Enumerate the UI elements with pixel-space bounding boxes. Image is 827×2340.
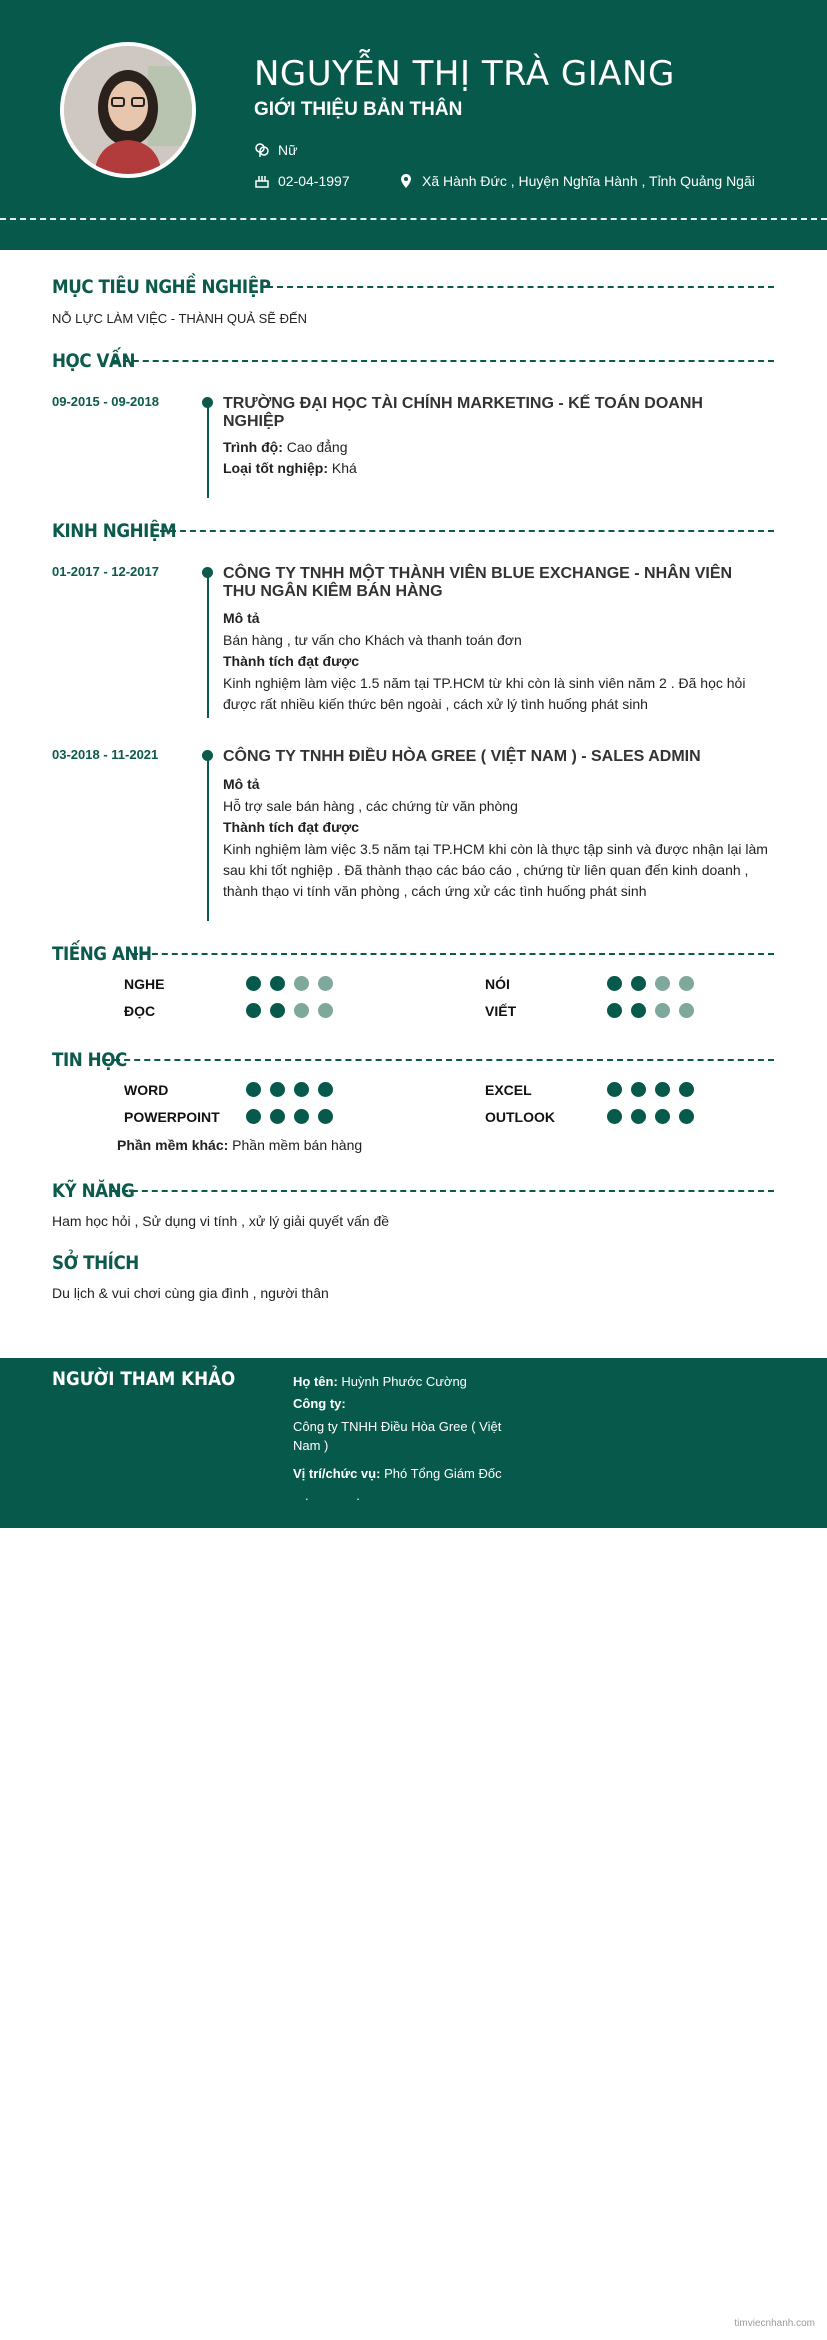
- skill-rating: [246, 1003, 342, 1018]
- field-value: Phó Tổng Giám Đốc: [384, 1466, 502, 1481]
- section-dashed-line: [132, 953, 774, 955]
- rating-dot-filled: [294, 1082, 309, 1097]
- watermark: timviecnhanh.com: [734, 2318, 815, 2329]
- skill-name: POWERPOINT: [124, 1109, 220, 1125]
- skill-rating: [607, 1082, 703, 1097]
- timeline-line: [207, 402, 209, 498]
- skill-name: WORD: [124, 1082, 169, 1098]
- skill-rating: [246, 1082, 342, 1097]
- field-label: Vị trí/chức vụ:: [293, 1466, 381, 1481]
- field-value: Phần mềm bán hàng: [232, 1137, 363, 1153]
- section-experience: [52, 520, 774, 542]
- job-date: 03-2018 - 11-2021: [52, 747, 159, 762]
- section-title: SỞ THÍCH: [52, 1252, 139, 1274]
- rating-dot-filled: [607, 976, 622, 991]
- section-it: [52, 1049, 774, 1071]
- section-english: [52, 943, 774, 965]
- section-dashed-line: [160, 530, 774, 532]
- job-title: CÔNG TY TNHH ĐIỀU HÒA GREE ( VIỆT NAM ) - SALES ADMIN: [223, 748, 701, 765]
- section-title: TIẾNG ANH: [52, 943, 152, 965]
- rating-dot-empty: [655, 976, 670, 991]
- rating-dot-filled: [679, 1109, 694, 1124]
- field-label: Phần mềm khác:: [117, 1137, 229, 1153]
- other-software: [117, 1135, 362, 1156]
- rating-dot-filled: [679, 1082, 694, 1097]
- section-skills: [52, 1180, 774, 1202]
- rating-dot-filled: [270, 1003, 285, 1018]
- birthday-value: 02-04-1997: [278, 173, 350, 189]
- reference-company: Công ty TNHH Điều Hòa Gree ( Việt Nam ): [293, 1419, 502, 1453]
- skill-name: OUTLOOK: [485, 1109, 555, 1125]
- hobbies-text: Du lịch & vui chơi cùng gia đình , người thân: [52, 1285, 329, 1301]
- job-desc: Hỗ trợ sale bán hàng , các chứng từ văn phòng: [223, 798, 518, 814]
- reference-position: [293, 1466, 502, 1481]
- education-school: TRƯỜNG ĐẠI HỌC TÀI CHÍNH MARKETING - KẾ TOÁN DOANH NGHIỆP: [223, 395, 703, 430]
- timeline-dot: [202, 397, 213, 408]
- rating-dot-filled: [270, 976, 285, 991]
- birthday-cake-icon: [254, 173, 270, 189]
- rating-dot-filled: [318, 1109, 333, 1124]
- skill-name: EXCEL: [485, 1082, 532, 1098]
- rating-dot-empty: [679, 1003, 694, 1018]
- skill-name: NGHE: [124, 976, 165, 992]
- rating-dot-empty: [318, 1003, 333, 1018]
- rating-dot-filled: [607, 1082, 622, 1097]
- rating-dot-filled: [246, 976, 261, 991]
- section-title: KỸ NĂNG: [52, 1180, 135, 1202]
- job-ach: Kinh nghiệm làm việc 1.5 năm tại TP.HCM từ khi còn là sinh viên năm 2 . Đã học hỏi được rất nhiều kiến thức bên ngoài , cách xử lý tình huống phát sinh: [223, 675, 746, 712]
- section-dashed-line: [104, 1059, 774, 1061]
- field-label: Loại tốt nghiệp:: [223, 460, 328, 476]
- field-value: Huỳnh Phước Cường: [341, 1374, 467, 1389]
- rating-dot-filled: [655, 1082, 670, 1097]
- timeline-line: [207, 572, 209, 718]
- profile-photo-icon: [64, 46, 192, 174]
- reference-company-label: Công ty:: [293, 1396, 346, 1411]
- header-subtitle: GIỚI THIỆU BẢN THÂN: [254, 99, 463, 120]
- job-title: CÔNG TY TNHH MỘT THÀNH VIÊN BLUE EXCHANGE - NHÂN VIÊN THU NGÂN KIÊM BÁN HÀNG: [223, 565, 733, 600]
- reference-contact: . .: [305, 1488, 382, 1503]
- job-ach-label: Thành tích đạt được: [223, 819, 359, 835]
- skill-name: ĐỌC: [124, 1003, 156, 1019]
- job-desc-label: Mô tả: [223, 776, 260, 792]
- gender-icon: [254, 142, 270, 158]
- job-desc-label: Mô tả: [223, 610, 260, 626]
- section-dashed-line: [267, 286, 774, 288]
- section-dashed-line: [112, 1190, 774, 1192]
- field-label: Họ tên:: [293, 1374, 338, 1389]
- skill-name: NÓI: [485, 976, 510, 992]
- job-desc: Bán hàng , tư vấn cho Khách và thanh toán đơn: [223, 632, 522, 648]
- rating-dot-filled: [631, 1109, 646, 1124]
- birthday-row: [254, 173, 350, 189]
- education-grade: [223, 458, 357, 479]
- rating-dot-filled: [270, 1109, 285, 1124]
- rating-dot-filled: [294, 1109, 309, 1124]
- job-ach-label: Thành tích đạt được: [223, 653, 359, 669]
- rating-dot-filled: [318, 1082, 333, 1097]
- rating-dot-empty: [294, 1003, 309, 1018]
- objective-text: NỖ LỰC LÀM VIỆC - THÀNH QUẢ SẼ ĐẾN: [52, 311, 308, 326]
- rating-dot-filled: [631, 1003, 646, 1018]
- timeline-dot: [202, 567, 213, 578]
- section-hobbies: [52, 1252, 774, 1274]
- timeline-line: [207, 755, 209, 921]
- rating-dot-filled: [246, 1003, 261, 1018]
- avatar: [60, 42, 196, 178]
- rating-dot-filled: [607, 1109, 622, 1124]
- header-dashed-divider: [0, 218, 827, 220]
- section-title: KINH NGHIỆM: [52, 520, 177, 542]
- field-value: Khá: [331, 460, 357, 476]
- reference-title: NGƯỜI THAM KHẢO: [52, 1368, 236, 1390]
- rating-dot-filled: [631, 1082, 646, 1097]
- skill-rating: [246, 976, 342, 991]
- rating-dot-empty: [679, 976, 694, 991]
- field-value: Cao đẳng: [286, 439, 348, 455]
- skill-rating: [607, 1003, 703, 1018]
- address-row: [398, 173, 755, 189]
- timeline-dot: [202, 750, 213, 761]
- job-ach: Kinh nghiệm làm việc 3.5 năm tại TP.HCM khi còn là thực tập sinh và được nhận lại làm sau khi tốt nghiệp . Đã thành thạo các báo cáo , chứng từ liên quan đến kinh doanh , thành thạo vi tính văn phòng , cách ứng xử các tình huống phát sinh: [223, 841, 768, 899]
- rating-dot-empty: [318, 976, 333, 991]
- section-education: [52, 350, 774, 372]
- gender-value: Nữ: [278, 142, 298, 158]
- reference-name: [293, 1374, 467, 1389]
- location-pin-icon: [398, 173, 414, 189]
- rating-dot-filled: [607, 1003, 622, 1018]
- gender-row: [254, 142, 297, 158]
- education-date: 09-2015 - 09-2018: [52, 394, 159, 409]
- section-dashed-line: [113, 360, 774, 362]
- section-title: HỌC VẤN: [52, 350, 136, 372]
- job-date: 01-2017 - 12-2017: [52, 564, 159, 579]
- education-level: [223, 437, 348, 458]
- rating-dot-filled: [270, 1082, 285, 1097]
- rating-dot-filled: [655, 1109, 670, 1124]
- rating-dot-empty: [294, 976, 309, 991]
- section-objective: [52, 276, 774, 298]
- rating-dot-filled: [246, 1109, 261, 1124]
- skill-name: VIẾT: [485, 1003, 517, 1019]
- candidate-name: NGUYỄN THỊ TRÀ GIANG: [254, 54, 675, 94]
- skill-rating: [607, 976, 703, 991]
- skills-text: Ham học hỏi , Sử dụng vi tính , xử lý giải quyết vấn đề: [52, 1213, 390, 1229]
- rating-dot-empty: [655, 1003, 670, 1018]
- rating-dot-filled: [631, 976, 646, 991]
- address-value: Xã Hành Đức , Huyện Nghĩa Hành , Tỉnh Quảng Ngãi: [422, 173, 755, 189]
- skill-rating: [607, 1109, 703, 1124]
- field-label: Trình độ:: [223, 439, 283, 455]
- section-title: TIN HỌC: [52, 1049, 127, 1071]
- skill-rating: [246, 1109, 342, 1124]
- section-title: MỤC TIÊU NGHỀ NGHIỆP: [52, 276, 271, 298]
- rating-dot-filled: [246, 1082, 261, 1097]
